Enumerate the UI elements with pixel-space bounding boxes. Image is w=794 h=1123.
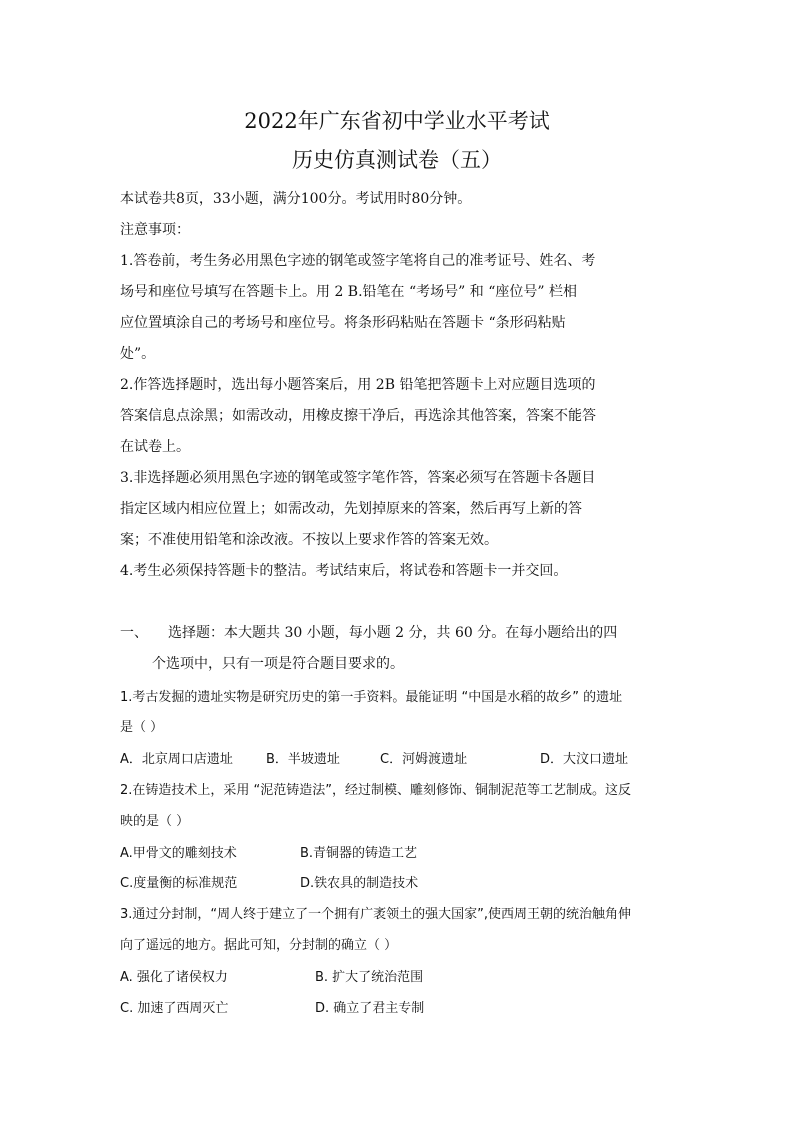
section-instruction: 个选项中，只有一项是符合题目要求的。 — [152, 656, 404, 672]
option-b: B. 扩大了统治范围 — [315, 970, 424, 985]
note-line: 处”。 — [120, 346, 156, 362]
section-instruction: 选择题：本大题共 30 小题，每小题 2 分，共 60 分。在每小题给出的四 — [168, 625, 618, 641]
question-stem: 2.在铸造技术上，采用 “泥范铸造法”，经过制模、雕刻修饰、铜制泥范等工艺制成。这反 — [120, 783, 632, 798]
question-stem: 向了遥远的地方。据此可知，分封制的确立（ ） — [120, 938, 398, 953]
question-stem: 映的是（ ） — [120, 814, 190, 829]
note-line: 指定区域内相应位置上；如需改动，先划掉原来的答案，然后再写上新的答 — [120, 501, 582, 517]
option-c: C．河姆渡遗址 — [380, 752, 468, 767]
option-a: A．北京周口店遗址 — [120, 752, 233, 767]
exam-subtitle: 历史仿真测试卷（五） — [292, 148, 502, 172]
option-b: B.青铜器的铸造工艺 — [300, 846, 418, 861]
note-line: 3.非选择题必须用黑色字迹的钢笔或签字笔作答，答案必须写在答题卡各题目 — [120, 470, 596, 486]
exam-title: 2022年广东省初中学业水平考试 — [244, 109, 550, 133]
question-stem: 3.通过分封制，“周人终于建立了一个拥有广袤领土的强大国家”,使西周王朝的统治触角伸 — [120, 907, 632, 922]
option-b: B．半坡遗址 — [266, 752, 340, 767]
option-d: D.铁农具的制造技术 — [300, 876, 419, 891]
note-line: 应位置填涂自己的考场号和座位号。将条形码粘贴在答题卡 “条形码粘贴 — [120, 315, 566, 331]
note-line: 案；不准使用铅笔和涂改液。不按以上要求作答的答案无效。 — [120, 532, 498, 548]
option-c: C.度量衡的标准规范 — [120, 876, 238, 891]
note-line: 4.考生必须保持答题卡的整洁。考试结束后，将试卷和答题卡一并交回。 — [120, 563, 568, 579]
option-d: D．大汶口遗址 — [540, 752, 629, 767]
note-line: 答案信息点涂黑；如需改动，用橡皮擦干净后，再选涂其他答案，答案不能答 — [120, 408, 596, 424]
note-line: 1.答卷前，考生务必用黑色字迹的钢笔或签字笔将自己的准考证号、姓名、考 — [120, 253, 596, 269]
section-number: 一、 — [120, 625, 148, 641]
question-stem: 是（ ） — [120, 720, 164, 735]
question-stem: 1.考古发掘的遗址实物是研究历史的第一手资料。最能证明 “中国是水稻的故乡” 的遗址 — [120, 690, 623, 705]
option-c: C. 加速了西周灭亡 — [120, 1001, 229, 1016]
notes-heading: 注意事项： — [120, 222, 190, 238]
note-line: 在试卷上。 — [120, 439, 190, 455]
option-a: A.甲骨文的雕刻技术 — [120, 846, 237, 861]
option-a: A. 强化了诸侯权力 — [120, 970, 228, 985]
note-line: 场号和座位号填写在答题卡上。用 2 B.铅笔在 “考场号” 和 “座位号” 栏相 — [120, 284, 577, 300]
option-d: D. 确立了君主专制 — [315, 1001, 425, 1016]
exam-info: 本试卷共8页，33小题，满分100分。考试用时80分钟。 — [120, 191, 472, 207]
note-line: 2.作答选择题时，选出每小题答案后，用 2B 铅笔把答题卡上对应题目选项的 — [120, 377, 596, 393]
